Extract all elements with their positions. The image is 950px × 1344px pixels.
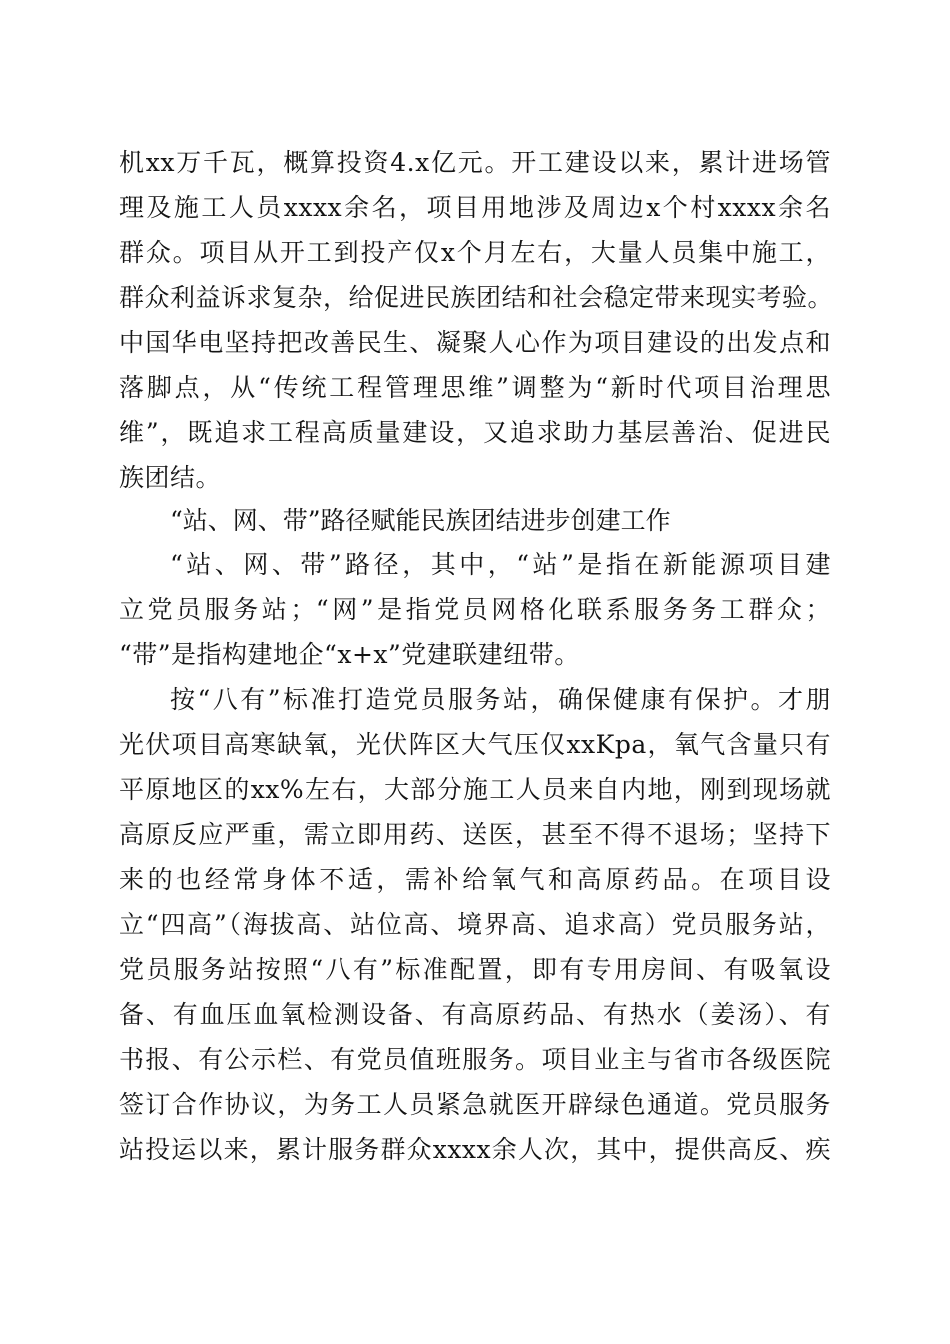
body-line: 平原地区的xx%左右，大部分施工人员来自内地，刚到现场就 — [119, 775, 831, 804]
body-line: 理及施工人员xxxx余名，项目用地涉及周边x个村xxxx余名 — [119, 193, 831, 222]
body-line: 群众利益诉求复杂，给促进民族团结和社会稳定带来现实考验。 — [119, 283, 834, 312]
body-line: 光伏项目高寒缺氧，光伏阵区大气压仅xxKpa，氧气含量只有 — [119, 730, 831, 759]
body-line: 备、有血压血氧检测设备、有高原药品、有热水（姜汤）、有 — [119, 1000, 831, 1029]
body-line: 群众。项目从开工到投产仅x个月左右，大量人员集中施工， — [119, 238, 831, 267]
body-line: 书报、有公示栏、有党员值班服务。项目业主与省市各级医院 — [119, 1045, 831, 1074]
body-line: 维”，既追求工程高质量建设，又追求助力基层善治、促进民 — [119, 418, 831, 447]
body-line: “带”是指构建地企“x+x”党建联建纽带。 — [119, 640, 580, 669]
body-line: 签订合作协议，为务工人员紧急就医开辟绿色通道。党员服务 — [119, 1090, 831, 1119]
body-line: “站、网、带”路径，其中，“站”是指在新能源项目建 — [170, 550, 831, 579]
body-line: 中国华电坚持把改善民生、凝聚人心作为项目建设的出发点和 — [119, 328, 831, 357]
body-line: 族团结。 — [119, 463, 222, 492]
body-line: 高原反应严重，需立即用药、送医，甚至不得不退场；坚持下 — [119, 820, 831, 849]
body-line: 党员服务站按照“八有”标准配置，即有专用房间、有吸氧设 — [119, 955, 831, 984]
body-line: 站投运以来，累计服务群众xxxx余人次，其中，提供高反、疾 — [119, 1135, 831, 1164]
body-line: 机xx万千瓦，概算投资4.x亿元。开工建设以来，累计进场管 — [119, 148, 831, 177]
body-line: 立“四高”（海拔高、站位高、境界高、追求高）党员服务站， — [119, 910, 831, 939]
body-line: 立党员服务站；“网”是指党员网格化联系服务务工群众； — [119, 595, 831, 624]
section-heading: “站、网、带”路径赋能民族团结进步创建工作 — [170, 506, 671, 535]
body-line: 来的也经常身体不适，需补给氧气和高原药品。在项目设 — [119, 865, 831, 894]
body-line: 落脚点，从“传统工程管理思维”调整为“新时代项目治理思 — [119, 373, 831, 402]
body-line: 按“八有”标准打造党员服务站，确保健康有保护。才朋 — [170, 685, 831, 714]
